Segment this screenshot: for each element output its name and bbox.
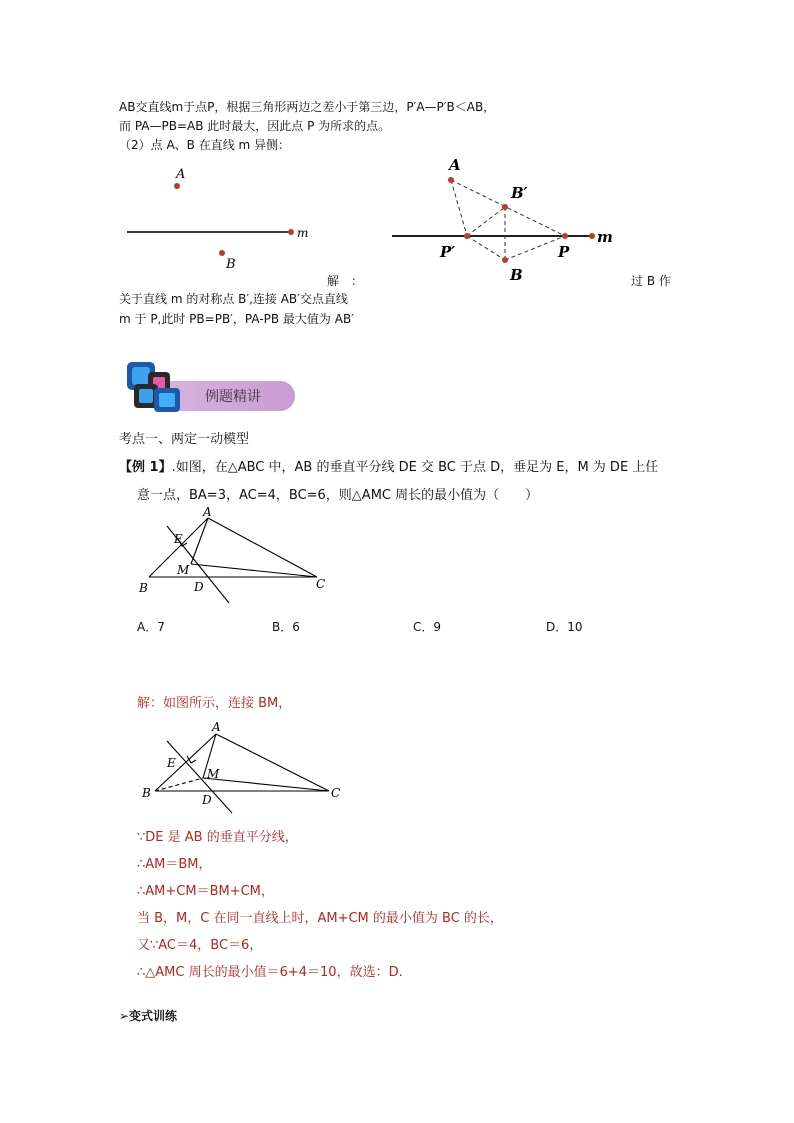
intro-line-3: （2）点 A、B 在直线 m 异侧： [119,138,291,152]
fig-right-label-p: P [558,243,570,261]
answer-step-2: ∴AM＝BM， [137,857,212,872]
fig-s-label-e: E [167,756,176,770]
fig-right-label-bprime: B′ [511,184,528,202]
answer-step-5: 又∵AC＝4，BC＝6， [137,938,263,953]
fig-left-label-a: A [176,167,186,182]
answer-step-6: ∴△AMC 周长的最小值＝6+4＝10，故选：D. [137,965,403,980]
fig-q-label-e: E [174,532,183,546]
banner-title: 例题精讲 [205,389,261,405]
fig-q-label-c: C [316,577,326,591]
solution-jie: 解 ： [327,274,364,288]
fig-right-label-b: B [510,266,523,284]
option-d: D．10 [546,620,583,634]
option-b: B．6 [272,620,300,634]
fig-right-label-a: A [449,156,461,174]
answer-step-1: ∵DE 是 AB 的垂直平分线， [137,830,298,845]
fig-q-label-m: M [177,563,190,577]
intro-line-2: 而 PA—PB=AB 此时最大，因此点 P 为所求的点。 [119,119,391,133]
variant-title: ➢变式训练 [119,1009,178,1023]
solution-guo: 过 B 作 [631,274,671,288]
option-c: C．9 [413,620,442,634]
intro-line-1: AB交直线m于点P，根据三角形两边之差小于第三边，P′A—P′B＜AB， [119,100,496,114]
fig-s-label-a: A [212,720,221,734]
answer-step-3: ∴AM+CM＝BM+CM， [137,884,274,899]
fig-s-label-c: C [331,786,341,800]
section-title: 考点一、两定一动模型 [119,432,250,447]
fig-q-label-b: B [139,581,148,595]
answer-step-4: 当 B，M，C 在同一直线上时，AM+CM 的最小值为 BC 的长， [137,911,503,926]
solution-line-2: m 于 P,此时 PB=PB′，PA-PB 最大值为 AB′ [119,312,354,326]
example-line-1: .如图，在△ABC 中，AB 的垂直平分线 DE 交 BC 于点 D，垂足为 E，M 为 DE 上任 [171,460,659,475]
fig-q-label-a: A [203,505,212,519]
fig-right-label-pprime: P′ [440,243,456,261]
example-tag: 【例 1】 [119,460,172,475]
fig-s-label-d: D [202,793,212,807]
example-line-2: 意一点，BA=3，AC=4，BC=6，则△AMC 周长的最小值为（ ） [137,488,539,503]
fig-left-label-b: B [226,257,236,272]
solution-line-1: 关于直线 m 的对称点 B′,连接 AB′交点直线 [119,292,348,306]
answer-intro: 解：如图所示，连接 BM， [137,696,292,711]
option-a: A．7 [137,620,165,634]
fig-q-label-d: D [194,580,204,594]
fig-s-label-b: B [142,786,151,800]
fig-left-label-m: m [297,226,309,240]
fig-s-label-m: M [207,767,220,781]
fig-right-label-m: m [597,228,613,246]
